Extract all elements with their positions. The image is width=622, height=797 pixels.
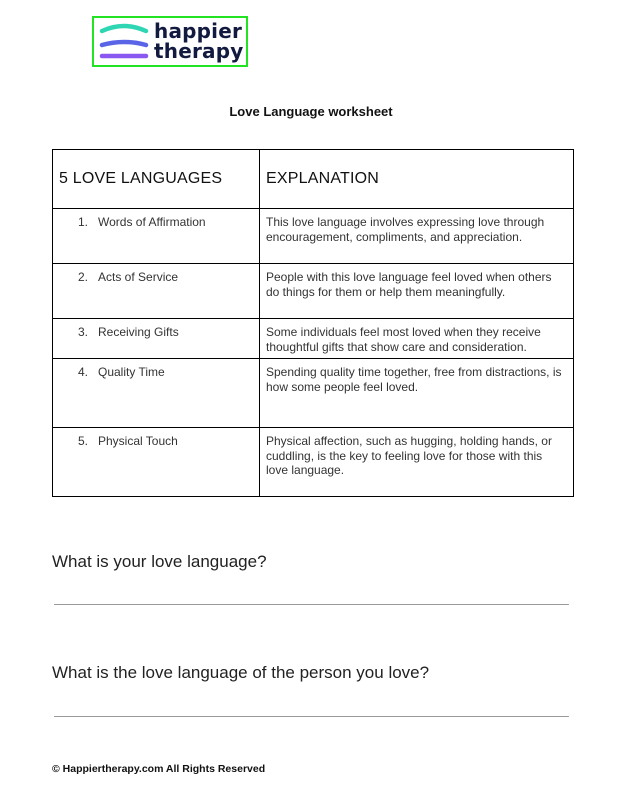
logo-text-line1: happier	[154, 19, 243, 43]
page-title: Love Language worksheet	[229, 104, 393, 119]
language-label: Quality Time	[98, 365, 165, 379]
language-name	[53, 359, 259, 379]
language-explanation: Spending quality time together, free from distractions, is how some people feel loved.	[266, 365, 562, 394]
header-love-languages: 5 LOVE LANGUAGES	[53, 150, 260, 209]
table-row	[53, 264, 574, 319]
table-row	[53, 428, 574, 497]
brand-logo	[92, 16, 248, 67]
language-name	[53, 319, 259, 339]
language-label: Words of Affirmation	[98, 215, 206, 229]
logo-stripes-icon	[98, 23, 150, 61]
language-label: Physical Touch	[98, 434, 178, 448]
language-name	[53, 264, 259, 284]
table-row	[53, 359, 574, 428]
language-explanation: This love language involves expressing love through encouragement, compliments, and appreciation.	[266, 215, 545, 244]
copyright-footer: © Happiertherapy.com All Rights Reserved	[52, 763, 266, 775]
logo-text-line2: therapy	[154, 39, 244, 63]
love-languages-table	[52, 149, 574, 497]
question-your-love-language: What is your love language?	[52, 552, 267, 571]
language-name	[53, 428, 259, 448]
question-partner-love-language: What is the love language of the person you love?	[52, 663, 430, 682]
language-explanation: Some individuals feel most loved when they receive thoughtful gifts that show care and consideration.	[266, 325, 541, 354]
answer-line-1	[54, 604, 569, 605]
table-row	[53, 319, 574, 359]
row-number: 2.	[78, 270, 89, 284]
table-header-row	[53, 150, 574, 209]
row-number: 4.	[78, 365, 89, 379]
row-number: 1.	[78, 215, 89, 229]
row-number: 5.	[78, 434, 89, 448]
table-row	[53, 209, 574, 264]
language-label: Receiving Gifts	[98, 325, 179, 339]
language-name	[53, 209, 259, 229]
language-explanation: Physical affection, such as hugging, holding hands, or cuddling, is the key to feeling love for those with this love language.	[266, 434, 552, 477]
language-label: Acts of Service	[98, 270, 179, 284]
answer-line-2	[54, 716, 569, 717]
row-number: 3.	[78, 325, 89, 339]
header-explanation: EXPLANATION	[260, 150, 574, 209]
language-explanation: People with this love language feel loved when others do things for them or help them meaningfully.	[266, 270, 552, 299]
